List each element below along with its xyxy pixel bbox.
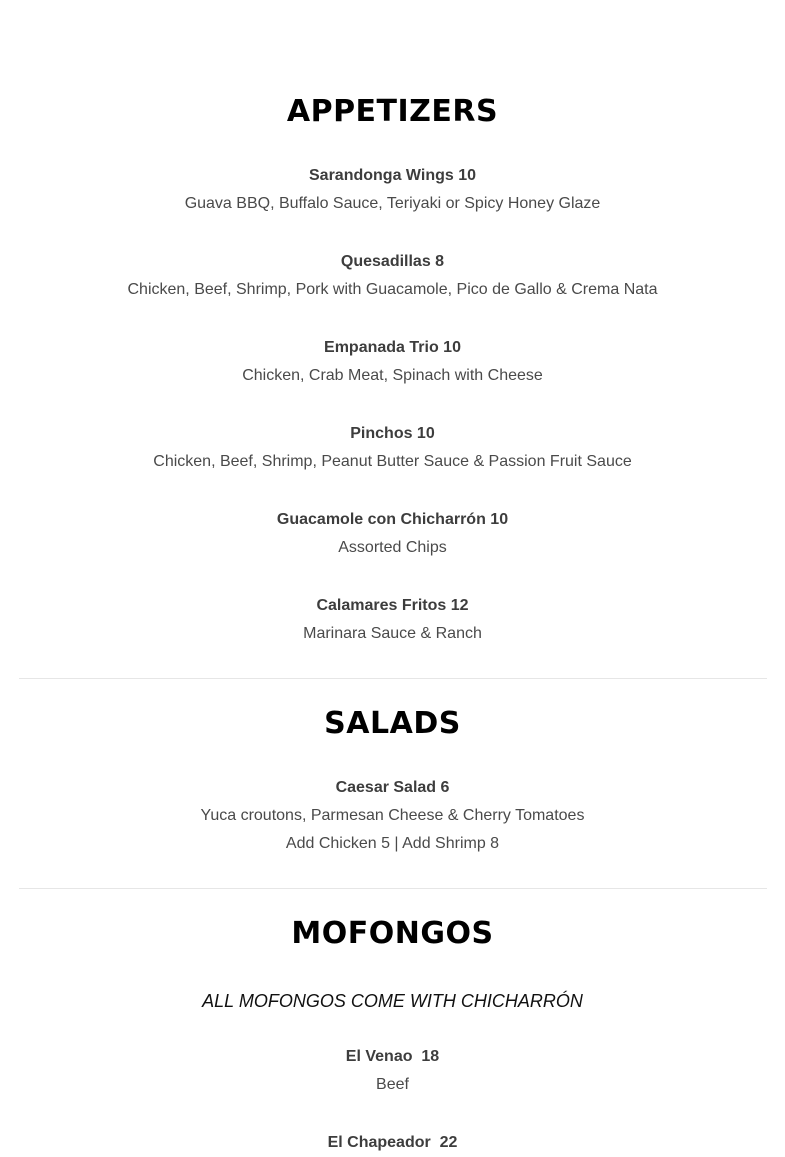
- item-name: Calamares Fritos 12: [316, 597, 469, 614]
- item-description: Assorted Chips: [338, 539, 447, 556]
- menu-item: [0, 1129, 785, 1157]
- menu-item: [0, 506, 785, 562]
- menu-item: [0, 248, 785, 304]
- item-name: El Venao 18: [345, 1048, 440, 1065]
- salads-title: SALADS: [324, 706, 461, 741]
- item-description: Guava BBQ, Buffalo Sauce, Teriyaki or Spicy Honey Glaze: [184, 195, 601, 212]
- item-name: El Chapeador 22: [327, 1134, 458, 1151]
- item-description: Beef: [376, 1076, 409, 1093]
- item-description: Chicken, Beef, Shrimp, Pork with Guacamole, Pico de Gallo & Crema Nata: [127, 281, 658, 298]
- menu-item: [0, 420, 785, 476]
- mofongos-title: MOFONGOS: [291, 916, 494, 951]
- item-name: Sarandonga Wings 10: [309, 167, 476, 184]
- item-description: Chicken, Beef, Shrimp, Peanut Butter Sauce & Passion Fruit Sauce: [153, 453, 632, 470]
- menu-item: [0, 334, 785, 390]
- item-name: Quesadillas 8: [340, 253, 445, 270]
- item-name: Pinchos 10: [350, 425, 435, 442]
- item-name: Empanada Trio 10: [324, 339, 461, 356]
- section-divider: [19, 678, 767, 679]
- item-description: Marinara Sauce & Ranch: [303, 625, 482, 642]
- mofongos-note: ALL MOFONGOS COME WITH CHICHARRÓN: [202, 991, 583, 1011]
- item-description: Chicken, Crab Meat, Spinach with Cheese: [242, 367, 543, 384]
- menu-item: [0, 592, 785, 648]
- item-name: Guacamole con Chicharrón 10: [276, 511, 509, 528]
- menu-item: [0, 1043, 785, 1099]
- menu-item: [0, 162, 785, 218]
- item-name: Caesar Salad 6: [335, 779, 450, 796]
- item-addons: Add Chicken 5 | Add Shrimp 8: [285, 835, 500, 852]
- menu-item: [0, 774, 785, 858]
- section-divider: [19, 888, 767, 889]
- appetizers-title: APPETIZERS: [286, 94, 499, 129]
- item-description: Yuca croutons, Parmesan Cheese & Cherry Tomatoes: [200, 807, 585, 824]
